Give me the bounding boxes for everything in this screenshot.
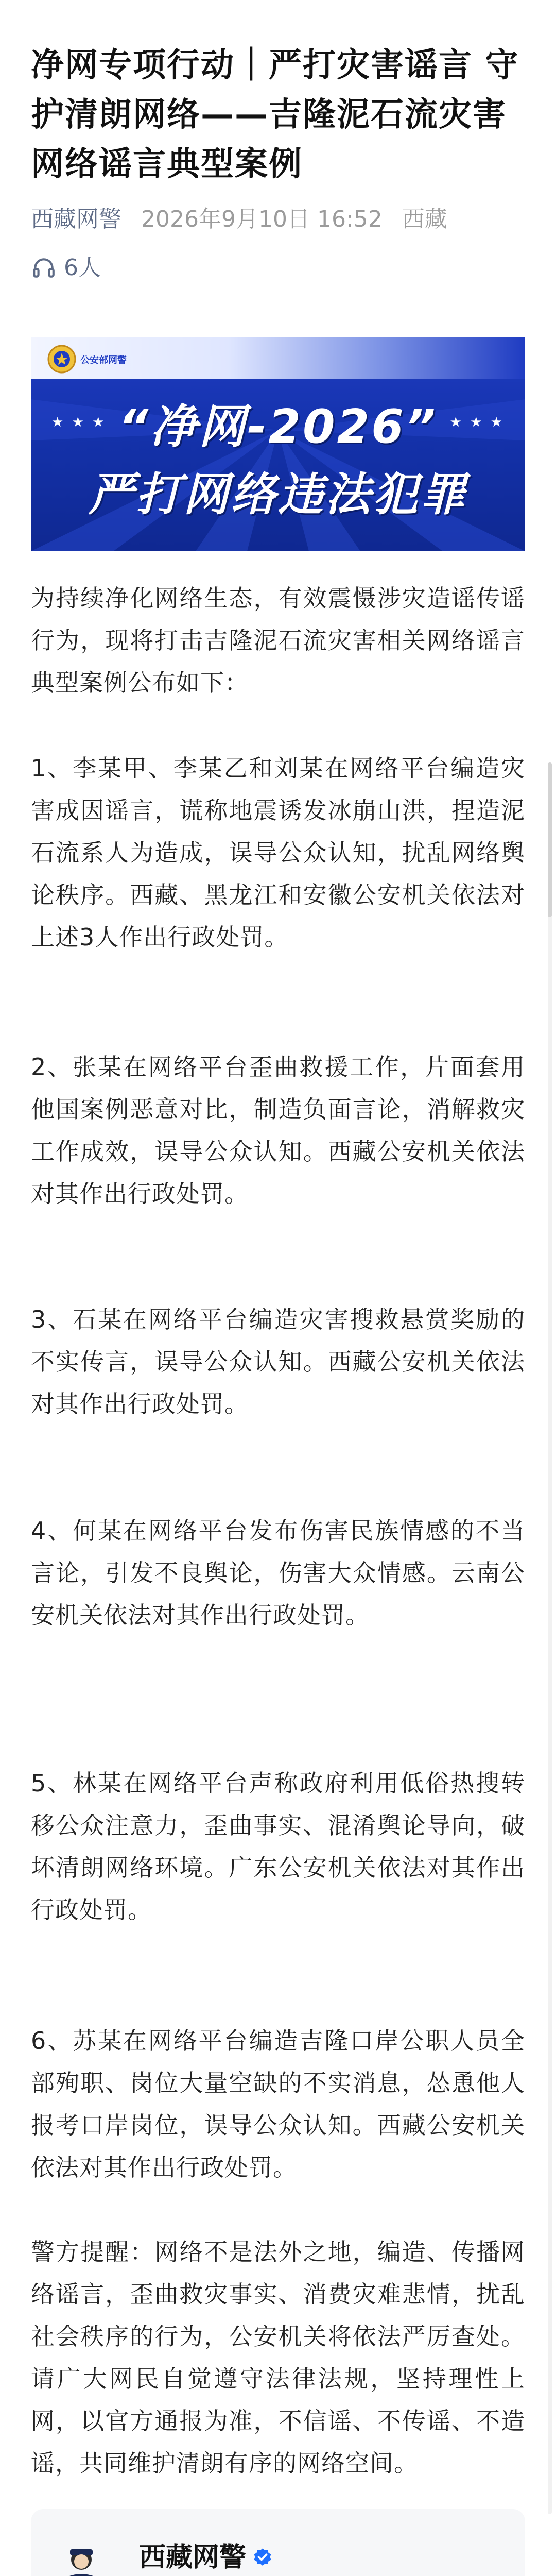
- listen-button[interactable]: [31, 252, 101, 283]
- banner-slogan-line1: “净网-2026”: [118, 400, 438, 454]
- meta-location: 西藏: [402, 206, 447, 232]
- scrollbar[interactable]: [548, 762, 552, 2514]
- verified-icon: [252, 2547, 273, 2568]
- article-meta: [31, 205, 525, 234]
- meta-account-link[interactable]: 西藏网警: [31, 206, 121, 232]
- banner-badge-text: 公安部网警: [80, 355, 127, 366]
- article-title: 净网专项行动｜严打灾害谣言 守护清朗网络——吉隆泥石流灾害网络谣言典型案例: [31, 46, 519, 183]
- case-paragraph-2: 2、张某在网络平台歪曲救援工作，片面套用他国案例恶意对比，制造负面言论，消解救灾工作成效，误导公众认知。西藏公安机关依法对其作出行政处罚。: [31, 1053, 525, 1208]
- case-paragraph-6: 6、苏某在网络平台编造吉隆口岸公职人员全部殉职、岗位大量空缺的不实消息，怂恿他人报考口岸岗位，误导公众认知。西藏公安机关依法对其作出行政处罚。: [31, 2027, 525, 2181]
- case-paragraph-1: 1、李某甲、李某乙和刘某在网络平台编造灾害成因谣言，谎称地震诱发冰崩山洪，捏造泥石流系人为造成，误导公众认知，扰乱网络舆论秩序。西藏、黑龙江和安徽公安机关依法对上述3人作出行政处罚。: [31, 754, 525, 951]
- banner-slogan-line2: 严打网络违法犯罪: [88, 468, 467, 521]
- banner-stars-right: ★ ★ ★: [449, 415, 505, 430]
- case-paragraph-4: 4、何某在网络平台发布伤害民族情感的不当言论，引发不良舆论，伤害大众情感。云南公安机关依法对其作出行政处罚。: [31, 1517, 525, 1629]
- case-paragraph-5: 5、林某在网络平台声称政府利用低俗热搜转移公众注意力，歪曲事实、混淆舆论导向，破坏清朗网络环境。广东公安机关依法对其作出行政处罚。: [31, 1769, 525, 1924]
- listen-count: 6人: [64, 255, 101, 281]
- account-name-row: [139, 2541, 273, 2574]
- meta-datetime: 2026年9月10日 16:52: [141, 206, 383, 232]
- account-avatar: [56, 2545, 107, 2576]
- case-paragraph-3: 3、石某在网络平台编造灾害搜救悬赏奖励的不实传言，误导公众认知。西藏公安机关依法对其作出行政处罚。: [31, 1306, 525, 1418]
- police-badge-icon: [46, 344, 77, 375]
- campaign-banner-image: [31, 337, 525, 551]
- account-name: 西藏网警: [139, 2542, 247, 2573]
- police-reminder-paragraph: 警方提醒：网络不是法外之地，编造、传播网络谣言，歪曲救灾事实、消费灾难悲情，扰乱社会秩序的行为，公安机关将依法严厉查处。请广大网民自觉遵守法律法规，坚持理性上网，以官方通报为准，不信谣、不传谣、不造谣，共同维护清朗有序的网络空间。: [31, 2238, 525, 2477]
- intro-paragraph: 为持续净化网络生态，有效震慑涉灾造谣传谣行为，现将打击吉隆泥石流灾害相关网络谣言典型案例公布如下：: [31, 584, 525, 697]
- banner-stars-left: ★ ★ ★: [51, 415, 107, 430]
- account-card[interactable]: [31, 2509, 525, 2576]
- scrollbar-thumb[interactable]: [548, 762, 552, 917]
- headphone-icon: [31, 255, 57, 281]
